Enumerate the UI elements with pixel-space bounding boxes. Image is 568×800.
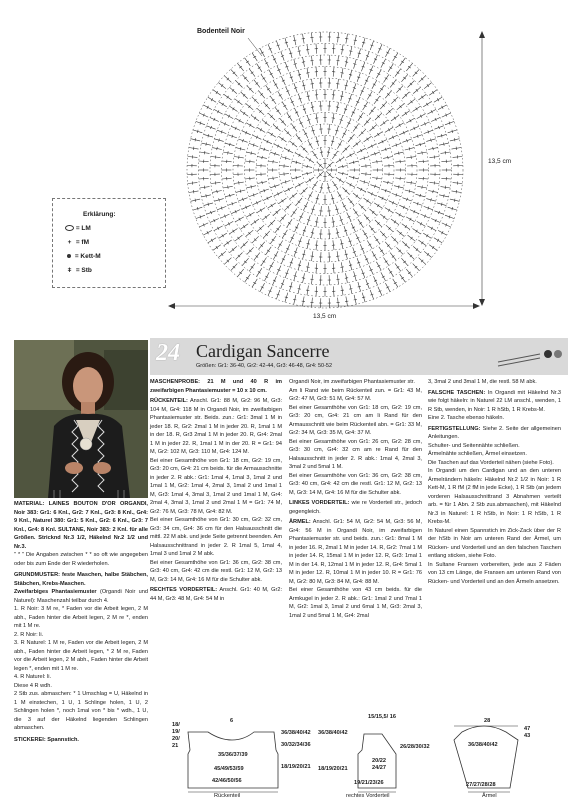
fertigstellung-heading: FERTIGSTELLUNG: xyxy=(428,425,481,432)
aermel-text-2: Bei einer Gesamthöhe von 43 cm beids. für die Armkugel in jeder 2. R abk.: Gr1: 1mal 2 und 7mal 1 M, Gr2: 1mal 3, 1mal 2 und 6mal 1 M, Gr3: 2mal 3, 1mal 2 und 5mal 1 M, Gr4: 2mal xyxy=(289,587,422,619)
back-label-right-3: 18/19/20/21 xyxy=(281,764,311,770)
stitch-crossbar xyxy=(389,67,392,69)
stitch-crossbar xyxy=(222,234,224,237)
stitch-crossbar xyxy=(432,91,434,94)
photo-illustration xyxy=(14,340,148,498)
dimension-vertical: 13,5 cm xyxy=(488,158,512,165)
stitch-crossbar xyxy=(302,38,305,39)
stitch-crossbar xyxy=(376,99,379,101)
stitch-crossbar xyxy=(421,242,423,245)
stitch-crossbar xyxy=(336,107,339,108)
stitch-crossbar xyxy=(398,152,399,155)
stitch-crossbar xyxy=(307,165,308,168)
stitch-crossbar xyxy=(411,156,412,159)
stitch-crossbar xyxy=(433,147,434,150)
stitch-crossbar xyxy=(271,204,273,207)
stitch-crossbar xyxy=(217,147,218,150)
stitch-crossbar xyxy=(422,151,423,154)
stitch-crossbar xyxy=(426,103,428,106)
legend-item: = Kett-M xyxy=(65,253,101,260)
grundmuster-heading: GRUNDMUSTER: feste Maschen, halbe Stäbchen, Stäbchen, Krebs-Maschen. xyxy=(14,572,148,587)
stitch-crossbar xyxy=(377,177,378,180)
stitch-crossbar xyxy=(349,51,352,52)
material-text: MATERIAL: LAINES BOUTON D'OR ORGANDI, Noir 383: Gr1: 6 Knl., Gr2: 7 Knl., Gr3: 8 Knl., Gr4: 9 Knl., Naturel 380: Gr1: 5 Knl., Gr2: 6 Knl., Gr3: 7 Knl., Gr4: 8 Knl. SULTANE, Noir 383: 2 Knl. für alle Größen. Stricknd Nr.3 1/2, Häkelnd Nr.2 1/2 und Nr.3. xyxy=(14,501,148,550)
stitch-crossbar xyxy=(341,290,344,291)
stitch-crossbar xyxy=(193,190,194,193)
stitch-crossbar xyxy=(345,62,348,63)
stitch-crossbar xyxy=(314,184,317,186)
stitch-crossbar xyxy=(240,147,241,150)
stitch-crossbar xyxy=(422,186,423,189)
legend-item: = LM xyxy=(65,225,91,232)
stitch-crossbar xyxy=(437,98,439,101)
stitch-crossbar xyxy=(341,267,344,268)
stitch-crossbar xyxy=(341,73,344,74)
stitch-crossbar xyxy=(216,91,218,94)
back-label-right-1: 36/38/40/42 xyxy=(281,730,311,736)
stitch-crossbar xyxy=(397,72,400,74)
front-caption: rechtes Vorderteil xyxy=(346,793,390,799)
stitch-crossbar xyxy=(243,225,245,228)
stitch-crossbar xyxy=(273,160,274,163)
back-label-right-2: 30/32/34/36 xyxy=(281,742,311,748)
stitch-crossbar xyxy=(311,233,314,234)
stitch-crossbar xyxy=(282,138,284,141)
material-note: " * " Die Angaben zwischen * * so oft wie angegeben oder bis zum Ende der R wiederholen. xyxy=(14,552,148,567)
back-label-width-3: 42/46/50/56 xyxy=(212,778,242,784)
stitch-crossbar xyxy=(306,267,309,268)
stitch-crossbar xyxy=(254,221,256,224)
stitch-crossbar xyxy=(349,289,352,290)
plus-icon: + xyxy=(67,239,72,246)
crochet-ring xyxy=(233,78,417,262)
stitch-crossbar xyxy=(216,246,218,249)
sleeve-label-right-2: 43 xyxy=(524,733,531,739)
front-label-bottom: 19/21/23/26 xyxy=(354,780,384,786)
stitch-crossbar xyxy=(377,204,379,207)
zweifarbig-text: (Organdi Noir und Naturel): Maschenzahl teilbar durch 4. xyxy=(14,589,148,604)
column-fertigstellung xyxy=(428,378,561,586)
stitch-crossbar xyxy=(405,225,407,228)
stitch-crossbar xyxy=(376,239,379,241)
stitch-crossbar xyxy=(334,184,337,186)
stitch-crossbar xyxy=(307,172,308,175)
stitch-crossbar xyxy=(339,179,341,182)
aermel-text: Anschl. Gr1: 54 M, Gr2: 54 M, Gr3: 56 M, Gr4: 56 M in Organdi Noir, im zweifarbigen Phantasiemuster str. und beids. zun.: Gr1: 8mal 1 M in jeder 16. R, 2mal 1 M in jeder 14. R, Gr2: 7mal 1 M in jeder 14. R, 15mal 1 M in jeder 12. R, Gr3: 1mal 1 M in der 14. R, 12mal 1 M in jeder 12. R, Gr4: 5mal 1 M in jeder 12. R, 10mal 1 M in jeder 10. R = Gr1: 76 M, Gr2: 80 M, Gr3: 84 M, Gr4: 88 M. xyxy=(289,519,423,585)
stitch-crossbar xyxy=(354,299,357,300)
stitch-crossbar xyxy=(340,243,343,244)
rueckenteil-text-3: Bei einer Gesamthöhe von Gr1: 30 cm, Gr2: 32 cm, Gr3: 34 cm, Gr4: 36 cm für den Halsausschnitt die mittl. 22 M abk. und jede Seite getrennt beenden. Am Halsausschnittrand in jeder 2. R 1mal 5, 1mal 4, 1mal 3 und 1mal 2 M abk. xyxy=(150,517,282,557)
stitch-crossbar xyxy=(345,85,348,86)
stitch-crossbar xyxy=(251,266,254,268)
stitch-crossbar xyxy=(311,256,314,257)
back-label-height: 18/ 19/ 20/ 21 xyxy=(172,722,180,749)
stitch-crossbar xyxy=(302,85,305,86)
stitch-crossbar xyxy=(239,181,240,184)
stitch-crossbar xyxy=(388,181,389,184)
stitch-crossbar xyxy=(288,116,291,118)
row-4: 4. R Naturel: li. xyxy=(14,674,51,680)
pattern-title: Cardigan Sancerre xyxy=(196,341,330,361)
stitch-crossbar xyxy=(398,185,399,188)
ellipse-icon xyxy=(65,225,74,231)
back-label-neck: 6 xyxy=(230,718,234,724)
stickerei-text: STICKEREI: Spannstich. xyxy=(14,736,79,743)
stitch-crossbar xyxy=(445,151,446,154)
stitch-crossbar xyxy=(306,73,309,74)
stitch-crossbar xyxy=(227,242,229,245)
stitch-crossbar xyxy=(345,278,348,279)
sleeve-label-right-1: 47 xyxy=(524,726,531,732)
rv-text-4: Bei einer Gesamthöhe von Gr1: 26 cm, Gr2: 28 cm, Gr3: 30 cm, Gr4: 32 cm am re Rand für den Halsausschnitt in jeder 2. R abk.: 1mal 4, 2mal 3, 3mal 2 und 5mal 1 M. xyxy=(289,438,422,470)
legend-title: Erklärung: xyxy=(83,211,116,218)
stitch-crossbar xyxy=(315,118,318,119)
aermel-heading: ÄRMEL: xyxy=(289,519,311,525)
stitch-crossbar xyxy=(311,84,314,85)
sleeve-label-mid: 36/38/40/42 xyxy=(468,742,498,748)
stb-text: 2 Stb zus. abmaschen: * 1 Umschlag = U, Häkelnd in 1 M einstechen, 1 U, 1 Schlinge holen, 1 U, 2 Schlingen holen *, noch 1mal von * bis * wdh., 1 U, die 3 auf der Häkelnd liegenden Schlingen abmaschen. xyxy=(14,691,148,731)
stitch-crossbar xyxy=(336,233,339,234)
dimension-horizontal: 13,5 cm xyxy=(313,313,337,320)
pattern-header xyxy=(150,338,568,375)
stitch-crossbar xyxy=(228,186,229,189)
stitch-crossbar xyxy=(239,156,240,159)
stitch-crossbar xyxy=(454,138,455,141)
stitch-crossbar xyxy=(243,112,245,115)
stitch-crossbar xyxy=(377,133,379,136)
stitch-crossbar xyxy=(359,116,362,118)
stitch-crossbar xyxy=(394,117,396,120)
stitch-crossbar xyxy=(254,117,256,120)
front-label-mid: 20/22 24/27 xyxy=(372,758,386,771)
stitch-crossbar xyxy=(355,212,358,214)
rueckenteil-heading: RÜCKENTEIL: xyxy=(150,398,188,404)
stitch-crossbar xyxy=(456,190,457,193)
rv-cont: Organdi Noir, im zweifarbigen Phantasiemuster str. xyxy=(289,379,415,385)
stitch-crossbar xyxy=(195,138,196,141)
stitch-crossbar xyxy=(302,301,305,302)
stitch-crossbar xyxy=(246,277,249,279)
fertigstellung-text-2: Schulter- und Seitennähte schließen. xyxy=(428,442,520,449)
stitch-crossbar xyxy=(211,239,213,242)
rv-text-2: Am li Rand wie beim Rückenteil zun. = Gr1: 43 M, Gr2: 47 M, Gr3: 51 M, Gr4: 57 M. xyxy=(289,387,422,402)
stitch-crossbar xyxy=(217,190,218,193)
row-3: 3. R Naturel: 1 M re, Faden vor die Arbeit legen, 2 M abh., Faden hinter die Arbeit legen, * 2 M re, Faden vor die Arbeit legen, 2 M abh., Faden hinter die Arbeit legen *, enden mit 1 M re. xyxy=(14,640,148,672)
stitch-crossbar xyxy=(409,147,410,150)
stitch-crossbar xyxy=(341,49,344,50)
stitch-crossbar xyxy=(397,266,400,268)
stitch-crossbar xyxy=(206,194,207,197)
stitch-crossbar xyxy=(306,290,309,291)
stitch-crossbar xyxy=(380,88,383,90)
stitch-crossbar xyxy=(320,152,323,153)
stitch-crossbar xyxy=(296,176,297,179)
front-label-left-low: 18/19/20/21 xyxy=(318,766,348,772)
stitch-crossbar xyxy=(258,67,261,69)
stitch-crossbar xyxy=(311,107,314,108)
fertigstellung-text-4: Die Taschen auf das Vorderteil nähen (siehe Foto). xyxy=(428,459,554,466)
stitch-crossbar xyxy=(272,99,275,101)
stitch-crossbar xyxy=(343,172,344,175)
stitch-crossbar xyxy=(426,234,428,237)
fertigstellung-text-3: Ärmelnähte schließen, Ärmel einsetzen. xyxy=(428,451,527,457)
front-label-left-top: 36/38/40/42 xyxy=(318,730,348,736)
row-repeat: Diese 4 R wdh. xyxy=(14,682,52,689)
stitch-crossbar xyxy=(293,127,296,129)
stitch-crossbar xyxy=(316,141,319,142)
taschen-text: In Organdi mit Häkelnd Nr.3 wie folgt häkeln: in Naturel 22 LM anschl., wenden, 1 R Stb, wenden, in Noir: 1 R hStb, 1 R Krebs-M. xyxy=(428,389,561,413)
stitch-crossbar xyxy=(267,88,270,90)
stitch-crossbar xyxy=(273,177,274,180)
column-material xyxy=(14,500,148,744)
stitch-crossbar xyxy=(445,186,446,189)
stitch-crossbar xyxy=(298,51,301,52)
needles-icon xyxy=(496,344,564,368)
stitch-crossbar xyxy=(195,199,196,202)
stitch-crossbar xyxy=(262,181,263,184)
stitch-crossbar xyxy=(309,159,311,162)
stitch-crossbar xyxy=(332,222,335,223)
stitch-crossbar xyxy=(343,165,344,168)
fertigstellung-text-5: In Organdi um den Cardigan und an den unteren Ärmelrändern häkeln: Häkelnd Nr.2 1/2 in Noir: 1 R Kett-M, 1 R fM (2 fM in jede Ecke), 1 R Stb (an jedem vorderen Halsausschnittrand 3 Abnahmen verteilt arb. = für 1 Abn. 2 Stb zus.abmaschen), mit Häkelnd Nr.3 in Naturel: 1 R hStb, in Noir: 1 R hStb, 1 R Krebs-M. xyxy=(428,468,561,525)
stitch-crossbar xyxy=(331,198,334,199)
front-label-top: 15/15,5/ 16 xyxy=(368,714,396,720)
stitch-crossbar xyxy=(433,190,434,193)
stitch-crossbar xyxy=(307,96,310,97)
stitch-crossbar xyxy=(316,198,319,199)
stitch-crossbar xyxy=(262,156,263,159)
stitch-crossbar xyxy=(240,190,241,193)
stitch-crossbar xyxy=(222,103,224,106)
column-vorderteil xyxy=(289,378,422,620)
stitch-crossbar xyxy=(211,98,213,101)
stitch-crossbar xyxy=(405,112,407,115)
stitch-crossbar xyxy=(251,185,252,188)
stitch-crossbar xyxy=(389,271,392,273)
fertigstellung-text-6: In Naturel einen Spannstich im Zick-Zack über der R der hStb in Noir am unteren Rand der Ärmel, um Rücken- und Vorderteil und an den falschen Taschen entlang sticken, siehe Foto. xyxy=(428,527,561,559)
pattern-sizes: Größen: Gr1: 36-40, Gr2: 42-44, Gr3: 46-48, Gr4: 50-52 xyxy=(196,363,333,369)
taschen-text-2: Eine 2. Tasche ebenso häkeln. xyxy=(428,415,505,421)
stitch-crossbar xyxy=(353,161,354,164)
stitch-crossbar xyxy=(377,160,378,163)
stitch-crossbar xyxy=(367,200,369,203)
stitch-crossbar xyxy=(367,138,369,141)
column-rueckenteil xyxy=(150,378,282,603)
stitch-crossbar xyxy=(388,156,389,159)
stitch-crossbar xyxy=(444,194,445,197)
stitch-crossbar xyxy=(421,96,423,99)
stitch-crossbar xyxy=(327,188,330,189)
stitch-crossbar xyxy=(331,141,334,142)
stitch-crossbar xyxy=(307,243,310,244)
row-2: 2. R Noir: li. xyxy=(14,631,44,638)
pattern-number: 24 xyxy=(156,340,180,366)
stitch-crossbar xyxy=(253,282,256,284)
stitch-crossbar xyxy=(380,250,383,252)
stitch-crossbar xyxy=(314,154,317,156)
stitch-crossbar xyxy=(251,152,252,155)
stitch-crossbar xyxy=(296,161,297,164)
stitch-crossbar xyxy=(272,239,275,241)
stitch-crossbar xyxy=(336,256,339,257)
stitch-crossbar xyxy=(332,118,335,119)
linkes-vorderteil-text: wie re Vorderteil str., jedoch gegengleich. xyxy=(289,500,422,515)
stitch-crossbar xyxy=(411,181,412,184)
stitch-crossbar xyxy=(394,56,397,58)
stitch-crossbar xyxy=(227,96,229,99)
rueckenteil-text-4: Bei einer Gesamthöhe von Gr1: 36 cm, Gr2: 38 cm, Gr3: 40 cm, Gr4: 42 cm die restl. Gr1: 12 M, Gr2: 13 M, Gr3: 14 M, Gr4: 16 M für die Schulter abk. xyxy=(150,559,282,583)
stitch-crossbar xyxy=(437,239,439,242)
stitch-crossbar xyxy=(271,133,273,136)
rechtes-vorderteil-heading: RECHTES VORDERTEIL: xyxy=(150,587,218,593)
stitch-crossbar xyxy=(253,56,256,58)
stitch-crossbar xyxy=(315,222,318,223)
crochet-ring xyxy=(302,147,348,193)
rueckenteil-text-2: Bei einer Gesamthöhe von Gr1: 18 cm, Gr2: 19 cm, Gr3: 20 cm, Gr4: 21 cm beids. für die Armausschnitte in jeder 2. R abk.: Gr1: 1mal 4, 1mal 3, 1mal 2 und 1mal 1 M, Gr2: 1mal 4, 2mal 3, 1mal 2 und 1mal 1 M, Gr3: 1mal 4, 3mal 3, 1mal 2 und 1mal 1 M, Gr4: 2mal 4, 3mal 3, 1mal 2 und 2mal 1 M = Gr1: 74 M, Gr2: 76 M, Gr3: 78 M, Gr4: 82 M. xyxy=(150,457,282,515)
sleeve-label-top: 28 xyxy=(484,718,491,724)
row-1: 1. R Noir: 3 M re, * Faden vor die Arbeit legen, 2 M abh., Faden hinter die Arbeit legen, 2 M re *, enden mit 1 M re. xyxy=(14,606,148,629)
stitch-crossbar xyxy=(320,188,323,189)
stitch-crossbar xyxy=(340,96,343,97)
stitch-crossbar xyxy=(394,282,397,284)
dot-icon xyxy=(67,254,71,258)
stitch-crossbar xyxy=(345,254,348,255)
stitch-crossbar xyxy=(355,127,358,129)
stitch-crossbar xyxy=(339,159,341,162)
stitch-crossbar xyxy=(293,40,296,41)
model-photo xyxy=(14,340,148,498)
rechtes-vorderteil-text: Anschl. Gr1: 40 M, Gr2: 44 M, Gr3: 48 M, Gr4: 54 M in xyxy=(150,587,282,602)
rv-text-5: Bei einer Gesamthöhe von Gr1: 36 cm, Gr2: 38 cm, Gr3: 40 cm, Gr4: 42 cm die restl. Gr1: 12 M, Gr2: 13 M, Gr3: 14 M, Gr4: 16 M für die Schulter abk. xyxy=(289,472,422,496)
stitch-crossbar xyxy=(456,147,457,150)
diagram-title: Bodenteil Noir xyxy=(197,28,245,35)
stitch-crossbar xyxy=(267,250,270,252)
stitch-crossbar xyxy=(306,49,309,50)
stitch-crossbar xyxy=(302,278,305,279)
stitch-crossbar xyxy=(193,147,194,150)
front-label-right: 26/28/30/32 xyxy=(400,744,430,750)
stitch-crossbar xyxy=(258,271,261,273)
stitch-crossbar xyxy=(359,222,362,224)
stitch-crossbar xyxy=(293,299,296,300)
maschenprobe-text: MASCHENPROBE: 21 M und 40 R im zweifarbigen Phantasiemuster = 10 x 10 cm. xyxy=(150,379,282,394)
taschen-heading: FALSCHE TASCHEN: xyxy=(428,389,486,396)
stick-icon: ǂ xyxy=(67,267,72,274)
stitch-crossbar xyxy=(293,212,296,214)
stitch-crossbar xyxy=(251,72,254,74)
fertigstellung-text: Siehe 2. Seite der allgemeinen Anleitungen. xyxy=(428,425,561,440)
sleeve-label-bottom: 27/27/28/28 xyxy=(466,782,496,788)
schematics-area xyxy=(150,714,568,800)
linkes-vorderteil-heading: LINKES VORDERTEIL: xyxy=(289,500,350,506)
stitch-crossbar xyxy=(444,143,445,146)
stitch-crossbar xyxy=(353,176,354,179)
stitch-crossbar xyxy=(409,190,410,193)
stitch-crossbar xyxy=(336,84,339,85)
stitch-crossbar xyxy=(327,152,330,153)
rv-text-3: Bei einer Gesamthöhe von Gr1: 18 cm, Gr2: 19 cm, Gr3: 20 cm, Gr4: 21 cm am li Rand für den Armausschnitt wie beim Rückenteil abn. = Gr1: 33 M, Gr2: 34 M, Gr3: 35 M, Gr4: 37 M. xyxy=(289,404,422,436)
zweifarbig-heading: Zweifarbiges Phantasiemuster xyxy=(14,589,97,595)
fertigstellung-text-7: In Sultane Fransen vorbereiten, jede aus 2 Fäden von 13 cm Länge, die Fransen am unteren Rand von Rücken- und Vorderteil und an den Ärmeln ansetzen. xyxy=(428,561,561,585)
stitch-crossbar xyxy=(334,154,337,156)
stitch-crossbar xyxy=(206,143,207,146)
stitch-crossbar xyxy=(432,246,434,249)
back-caption: Rückenteil xyxy=(214,793,241,799)
stitch-crossbar xyxy=(298,289,301,290)
schematic-drawings xyxy=(150,714,568,800)
back-label-width-1: 35/36/37/39 xyxy=(218,752,248,758)
stitch-crossbar xyxy=(401,277,404,279)
stitch-crossbar xyxy=(401,61,404,63)
stitch-crossbar xyxy=(309,179,311,182)
stitch-crossbar xyxy=(345,38,348,39)
stitch-crossbar xyxy=(302,254,305,255)
stitch-crossbar xyxy=(282,200,284,203)
stitch-crossbar xyxy=(246,61,249,63)
stitch-crossbar xyxy=(394,221,396,224)
stitch-crossbar xyxy=(204,186,205,189)
sleeve-caption: Ärmel xyxy=(482,793,497,799)
stitch-crossbar xyxy=(288,222,291,224)
legend-item: + = fM xyxy=(65,239,89,246)
stitch-crossbar xyxy=(228,151,229,154)
aermel-cont: 3, 3mal 2 und 3mal 1 M, die restl. 58 M abk. xyxy=(428,379,537,385)
stitch-crossbar xyxy=(204,151,205,154)
legend-item: ǂ = Stb xyxy=(65,267,92,274)
rueckenteil-text: Anschl. Gr1: 88 M, Gr2: 96 M, Gr3: 104 M, Gr4: 118 M in Organdi Noir, im zweifarbigen Phantasiemuster str. Beids. zun.: Gr1: 3mal 1 M in jeder 18. R, Gr2: 2mal 1 M in jeder 20. R, 1mal 1 M in der 18. R, Gr3 2mal 1 M in jeder 20. R, Gr4: 2mal 1 M in jeder 22. R, 1mal 1 M in der 20. R = Gr1: 94 M, Gr2: 102 M, Gr3: 110 M, Gr4: 124 M. xyxy=(150,398,282,455)
stitch-crossbar xyxy=(454,199,455,202)
back-label-width-2: 45/49/53/59 xyxy=(214,766,244,772)
stitch-crossbar xyxy=(345,301,348,302)
legend-box xyxy=(52,198,166,288)
stitch-crossbar xyxy=(354,40,357,41)
stitch-crossbar xyxy=(302,62,305,63)
